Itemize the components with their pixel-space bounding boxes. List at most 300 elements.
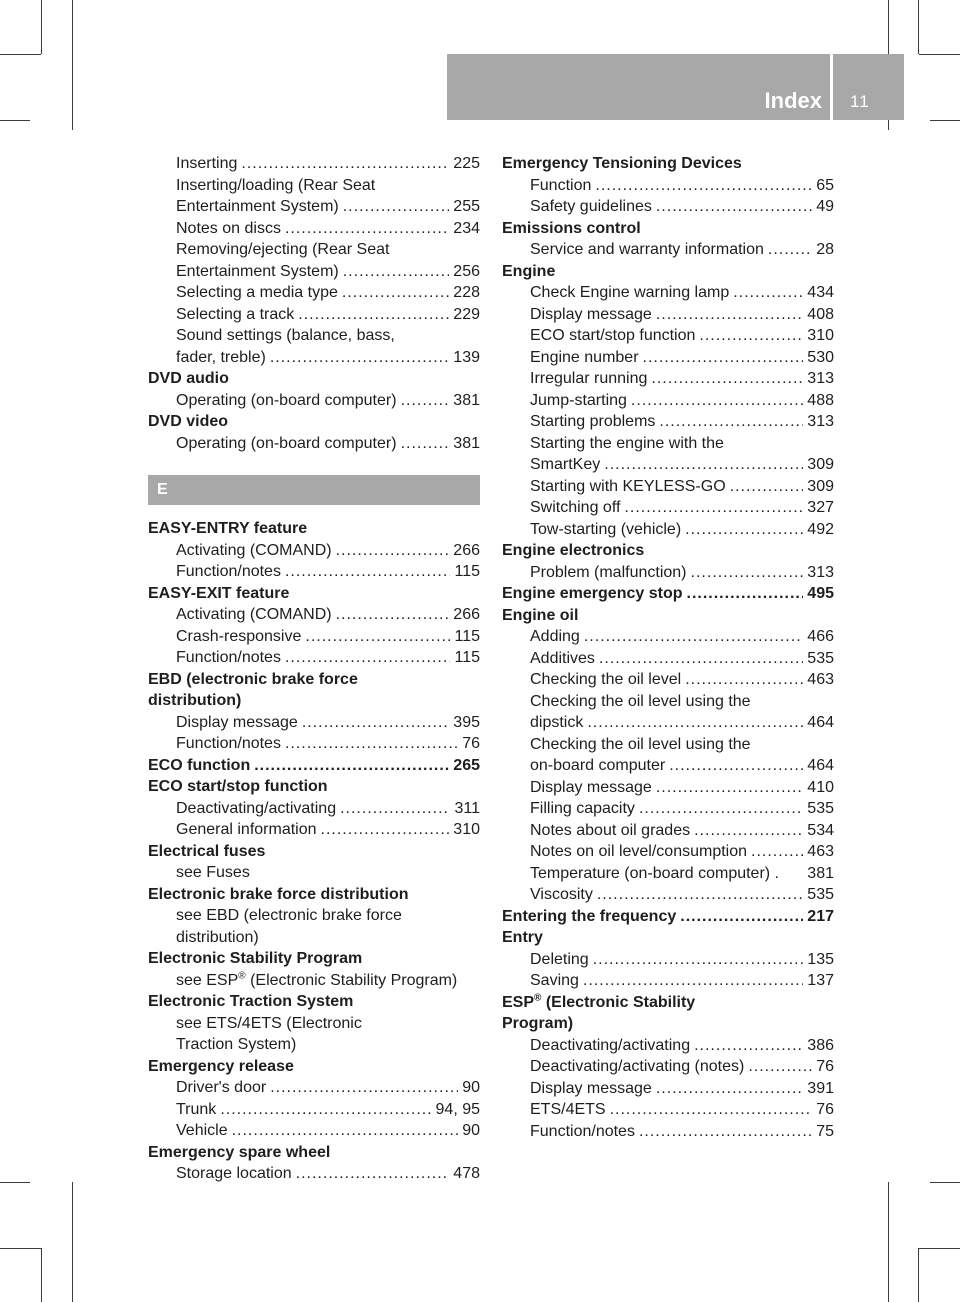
dot-leader (599, 648, 803, 670)
entry-text (530, 304, 652, 326)
entry-label: Traction System) (176, 1036, 297, 1053)
index-subentry (148, 347, 480, 369)
page-reference: 65 (816, 176, 834, 194)
entry-label: Electronic Traction System (148, 993, 354, 1010)
entry-label: Check Engine warning lamp (530, 284, 730, 301)
entry-text (530, 884, 593, 906)
index-subentry (502, 476, 834, 498)
dot-leader (651, 368, 803, 390)
page-reference: 492 (807, 520, 834, 538)
entry-text (530, 325, 695, 347)
index-subentry (148, 1163, 480, 1185)
entry-label: Safety guidelines (530, 198, 652, 215)
index-subentry (502, 626, 834, 648)
index-heading (148, 411, 480, 433)
dot-leader (656, 777, 803, 799)
index-subentry (502, 282, 834, 304)
entry-label: ETS/4ETS (530, 1101, 606, 1118)
entry-text (530, 669, 681, 691)
index-heading (148, 991, 480, 1013)
crop-mark (918, 1248, 919, 1302)
page-reference: 309 (807, 477, 834, 495)
entry-text (148, 518, 307, 540)
entry-label: Operating (on-board computer) (176, 434, 397, 452)
page-reference: 391 (807, 1079, 834, 1097)
entry-text (502, 218, 641, 240)
index-heading (148, 948, 480, 970)
index-subentry (502, 368, 834, 390)
crop-mark (930, 120, 960, 121)
entry-label: Deactivating/activating (530, 1036, 691, 1054)
entry-text (530, 841, 747, 863)
dot-leader (659, 411, 803, 433)
registered-mark: ® (238, 970, 246, 982)
index-heading (148, 518, 480, 540)
entry-text (148, 841, 265, 863)
dot-leader (597, 884, 803, 906)
index-heading (148, 1056, 480, 1078)
entry-text (530, 282, 729, 304)
dot-leader (687, 583, 804, 605)
entry-label: Checking the oil level using the (530, 692, 751, 710)
entry-label: Saving (530, 972, 579, 989)
page-reference: 310 (453, 821, 480, 838)
dot-leader (595, 175, 812, 197)
dot-leader (685, 669, 803, 691)
index-subentry (502, 433, 834, 455)
entry-text (176, 540, 332, 562)
page-header-bar (447, 54, 904, 120)
page-reference: 313 (807, 370, 834, 387)
dot-leader (270, 347, 449, 369)
entry-label: Deleting (530, 950, 589, 968)
entry-text (176, 626, 301, 648)
entry-label: Function/notes (176, 563, 281, 580)
entry-label: Adding (530, 628, 580, 645)
entry-text (530, 433, 724, 455)
crop-mark (919, 54, 960, 55)
entry-text (176, 733, 281, 755)
page-reference: 90 (462, 1079, 480, 1096)
dot-leader (336, 604, 450, 626)
page-reference: 49 (816, 198, 834, 215)
entry-label: Checking the oil level using the (530, 735, 751, 753)
entry-text (176, 1099, 216, 1121)
entry-text (530, 239, 764, 261)
entry-text (148, 368, 229, 390)
crop-mark (930, 1182, 960, 1183)
entry-label: dipstick (530, 714, 584, 731)
entry-label: Deactivating/activating (notes) (530, 1058, 745, 1075)
index-heading (502, 906, 834, 928)
dot-leader (610, 1099, 813, 1121)
entry-label: Selecting a media type (176, 284, 338, 301)
index-subentry (502, 884, 834, 906)
page-reference: 76 (816, 1101, 834, 1118)
page-reference: 381 (453, 434, 480, 452)
crop-mark (41, 1248, 42, 1302)
entry-label: DVD audio (148, 370, 229, 387)
entry-label: Removing/ejecting (Rear Seat (176, 241, 390, 258)
index-heading (148, 669, 480, 691)
entry-label: see EBD (electronic brake force (176, 907, 402, 924)
dot-leader (748, 1056, 812, 1078)
entry-text (176, 433, 397, 455)
page-reference: 228 (453, 284, 480, 301)
page-reference: 75 (816, 1122, 834, 1140)
page-reference: 535 (807, 800, 834, 817)
index-subentry (148, 604, 480, 626)
crop-mark (0, 120, 30, 121)
entry-label: Checking the oil level (530, 671, 682, 688)
entry-text (148, 776, 328, 798)
entry-label: see ETS/4ETS (Electronic (176, 1014, 362, 1032)
entry-text (148, 755, 250, 777)
entry-text (530, 820, 690, 842)
index-subentry (148, 1077, 480, 1099)
page-reference: 225 (453, 155, 480, 172)
dot-leader (691, 562, 804, 584)
page-title: Index (764, 88, 822, 113)
entry-label: Entering the frequency (502, 907, 677, 925)
dot-leader (220, 1099, 431, 1121)
entry-text (148, 884, 409, 906)
entry-text (502, 992, 695, 1014)
dot-leader (587, 712, 803, 734)
index-subentry (502, 820, 834, 842)
page-reference: 266 (453, 541, 480, 559)
entry-text (176, 1013, 362, 1035)
index-subentry (148, 261, 480, 283)
index-subentry (148, 218, 480, 240)
entry-text (530, 175, 591, 197)
index-subentry (148, 819, 480, 841)
index-subentry (502, 1078, 834, 1100)
dot-leader (285, 733, 458, 755)
dot-leader (342, 282, 449, 304)
index-subentry (502, 1056, 834, 1078)
index-subentry (502, 755, 834, 777)
index-subentry (148, 153, 480, 175)
index-subentry (148, 433, 480, 455)
dot-leader (584, 626, 803, 648)
entry-label: Display message (530, 1079, 652, 1097)
entry-text (530, 562, 687, 584)
index-subentry (502, 196, 834, 218)
index-subentry (148, 862, 480, 884)
dot-leader (232, 1120, 459, 1142)
index-subentry (502, 691, 834, 713)
index-subentry (148, 970, 480, 992)
entry-text (148, 948, 362, 970)
page-reference: 28 (816, 241, 834, 258)
entry-label: Function/notes (530, 1122, 635, 1140)
dot-leader (270, 1077, 458, 1099)
dot-leader (296, 1163, 450, 1185)
entry-label-continued: (Electronic Stability (541, 993, 696, 1011)
page-reference: 115 (454, 649, 480, 666)
entry-text (148, 690, 241, 712)
crop-mark (888, 1182, 889, 1302)
page-reference: 313 (807, 413, 834, 430)
entry-text (530, 691, 751, 713)
dot-leader (694, 1035, 803, 1057)
entry-label: Jump-starting (530, 391, 627, 409)
entry-text (148, 583, 289, 605)
entry-label: Starting the engine with the (530, 434, 724, 452)
page-reference: 464 (807, 714, 834, 731)
index-subentry (502, 712, 834, 734)
dot-leader (656, 304, 803, 326)
entry-label: EBD (electronic brake force (148, 670, 358, 688)
entry-label: Emissions control (502, 219, 641, 237)
index-subentry (148, 304, 480, 326)
page-reference: 327 (807, 499, 834, 516)
dot-leader (285, 647, 451, 669)
page-reference: 478 (453, 1165, 480, 1182)
index-heading (502, 992, 834, 1014)
entry-label: Switching off (530, 499, 621, 516)
entry-label: Driver's door (176, 1079, 267, 1096)
index-subentry (148, 647, 480, 669)
entry-label: Sound settings (balance, bass, (176, 327, 395, 344)
entry-text (176, 712, 298, 734)
index-subentry (502, 1035, 834, 1057)
dot-leader (631, 390, 803, 412)
index-subentry (502, 1099, 834, 1121)
index-subentry (502, 777, 834, 799)
index-subentry (148, 239, 480, 261)
entry-label: Engine electronics (502, 542, 645, 559)
entry-label: Tow-starting (vehicle) (530, 520, 682, 538)
index-subentry (148, 390, 480, 412)
entry-text (176, 304, 294, 326)
index-heading (148, 776, 480, 798)
index-subentry (502, 798, 834, 820)
entry-text (530, 1121, 635, 1143)
entry-text (176, 1077, 266, 1099)
entry-text (176, 282, 338, 304)
entry-label: Filling capacity (530, 800, 635, 817)
dot-leader (321, 819, 450, 841)
entry-text (176, 175, 375, 197)
entry-text (502, 1013, 573, 1035)
page-reference: 217 (807, 907, 834, 925)
index-heading (502, 1013, 834, 1035)
index-heading (148, 1142, 480, 1164)
page-reference: 266 (453, 606, 480, 623)
dot-leader (241, 153, 449, 175)
entry-label: see ESP (176, 971, 239, 989)
entry-text (176, 196, 339, 218)
entry-label: distribution) (176, 928, 259, 946)
entry-label: see Fuses (176, 864, 250, 881)
page-reference: 530 (807, 348, 834, 366)
entry-text (530, 949, 589, 971)
entry-label: General information (176, 821, 317, 838)
entry-label: Starting problems (530, 413, 656, 430)
entry-text (502, 605, 578, 627)
entry-text (502, 906, 676, 928)
crop-mark (72, 1182, 73, 1302)
page-reference: 434 (807, 284, 834, 301)
entry-label: Inserting (176, 155, 238, 172)
entry-text (176, 347, 266, 369)
entry-label: fader, treble) (176, 348, 266, 366)
dot-leader (733, 282, 803, 304)
index-subentry (502, 648, 834, 670)
entry-label: ECO function (148, 756, 251, 774)
entry-label: Entry (502, 929, 543, 946)
index-subentry (148, 196, 480, 218)
dot-leader (639, 1121, 812, 1143)
page-reference: 464 (807, 757, 834, 774)
dot-leader (730, 476, 804, 498)
index-subentry (502, 949, 834, 971)
entry-label: Engine (502, 262, 556, 280)
index-subentry (148, 175, 480, 197)
crop-mark (0, 1248, 41, 1249)
dot-leader (254, 755, 449, 777)
dot-leader (593, 949, 804, 971)
entry-text (530, 777, 652, 799)
crop-mark (919, 1248, 960, 1249)
page-reference: 115 (454, 563, 480, 580)
entry-label: Starting with KEYLESS-GO (530, 477, 726, 495)
entry-label: SmartKey (530, 456, 601, 473)
entry-label: Entertainment System) (176, 198, 339, 215)
entry-label: Storage location (176, 1165, 292, 1182)
dot-leader (285, 218, 449, 240)
page-reference: 309 (807, 456, 834, 473)
entry-label: Activating (COMAND) (176, 541, 332, 559)
entry-text (176, 153, 237, 175)
entry-text (530, 863, 779, 885)
entry-label: Operating (on-board computer) (176, 391, 397, 409)
index-heading (148, 690, 480, 712)
dot-leader (639, 798, 803, 820)
index-subentry (502, 390, 834, 412)
page-reference: 94, 95 (435, 1100, 480, 1118)
entry-label: Emergency Tensioning Devices (502, 155, 742, 172)
entry-text (530, 626, 580, 648)
entry-label: Selecting a track (176, 305, 295, 323)
entry-label: Vehicle (176, 1122, 228, 1139)
index-column-right (502, 153, 834, 1142)
index-heading (502, 927, 834, 949)
dot-leader (624, 497, 803, 519)
page-reference: 256 (453, 262, 480, 280)
dot-leader (751, 841, 803, 863)
entry-label: Crash-responsive (176, 627, 302, 645)
index-subentry (148, 1120, 480, 1142)
index-subentry (148, 540, 480, 562)
entry-text (502, 153, 742, 175)
crop-mark (0, 54, 41, 55)
index-subentry (148, 733, 480, 755)
page-reference: 488 (807, 391, 834, 409)
page-reference: 137 (807, 972, 834, 989)
index-subentry (502, 325, 834, 347)
entry-label: Display message (530, 778, 652, 796)
entry-text (176, 647, 281, 669)
dot-leader (656, 196, 812, 218)
entry-text (530, 1035, 690, 1057)
entry-text (148, 1056, 294, 1078)
entry-text (176, 1120, 228, 1142)
index-subentry (148, 282, 480, 304)
entry-text (176, 604, 332, 626)
index-subentry (148, 325, 480, 347)
index-subentry (148, 626, 480, 648)
dot-leader (685, 519, 803, 541)
index-heading (148, 884, 480, 906)
index-subentry (502, 519, 834, 541)
crop-mark (72, 0, 73, 130)
entry-label: EASY-ENTRY feature (148, 520, 308, 537)
index-heading (148, 583, 480, 605)
entry-label: ESP (502, 993, 535, 1011)
entry-text (176, 561, 281, 583)
index-subentry (502, 497, 834, 519)
entry-label: Notes on discs (176, 219, 281, 237)
section-letter-header: E (148, 475, 480, 505)
dot-leader (343, 196, 450, 218)
entry-label: Electrical fuses (148, 842, 266, 860)
dot-leader (656, 1078, 803, 1100)
page-reference: 495 (807, 585, 834, 602)
dot-leader (340, 798, 450, 820)
entry-text (502, 927, 543, 949)
dot-leader (285, 561, 451, 583)
index-heading (502, 583, 834, 605)
page-reference: 311 (454, 799, 480, 817)
page-reference: 381 (807, 864, 834, 882)
entry-text (176, 390, 397, 412)
page-reference: 463 (807, 843, 834, 860)
entry-text (176, 1034, 296, 1056)
entry-text (530, 390, 627, 412)
entry-label: Display message (530, 305, 652, 323)
entry-label: Inserting/loading (Rear Seat (176, 176, 376, 194)
page-reference: 535 (807, 886, 834, 903)
entry-text (530, 368, 647, 390)
page-reference: 313 (807, 563, 834, 581)
entry-label: Notes on oil level/consumption (530, 843, 748, 860)
entry-text (176, 239, 389, 261)
index-subentry (502, 1121, 834, 1143)
entry-text (176, 798, 336, 820)
dot-leader (336, 540, 450, 562)
crop-mark (0, 1182, 30, 1183)
entry-label: Temperature (on-board computer) . (530, 864, 779, 882)
entry-text (530, 734, 751, 756)
entry-text (530, 712, 583, 734)
registered-mark: ® (534, 992, 542, 1004)
entry-text (502, 261, 555, 283)
page-reference: 90 (462, 1122, 480, 1139)
dot-leader (669, 755, 803, 777)
entry-label: DVD video (148, 413, 229, 430)
entry-text (176, 1163, 292, 1185)
index-heading (148, 368, 480, 390)
entry-text (502, 540, 644, 562)
index-subentry (502, 669, 834, 691)
index-subentry (148, 927, 480, 949)
page-reference: 408 (807, 305, 834, 323)
entry-label: Function/notes (176, 649, 281, 666)
page-number: 11 (850, 92, 870, 111)
